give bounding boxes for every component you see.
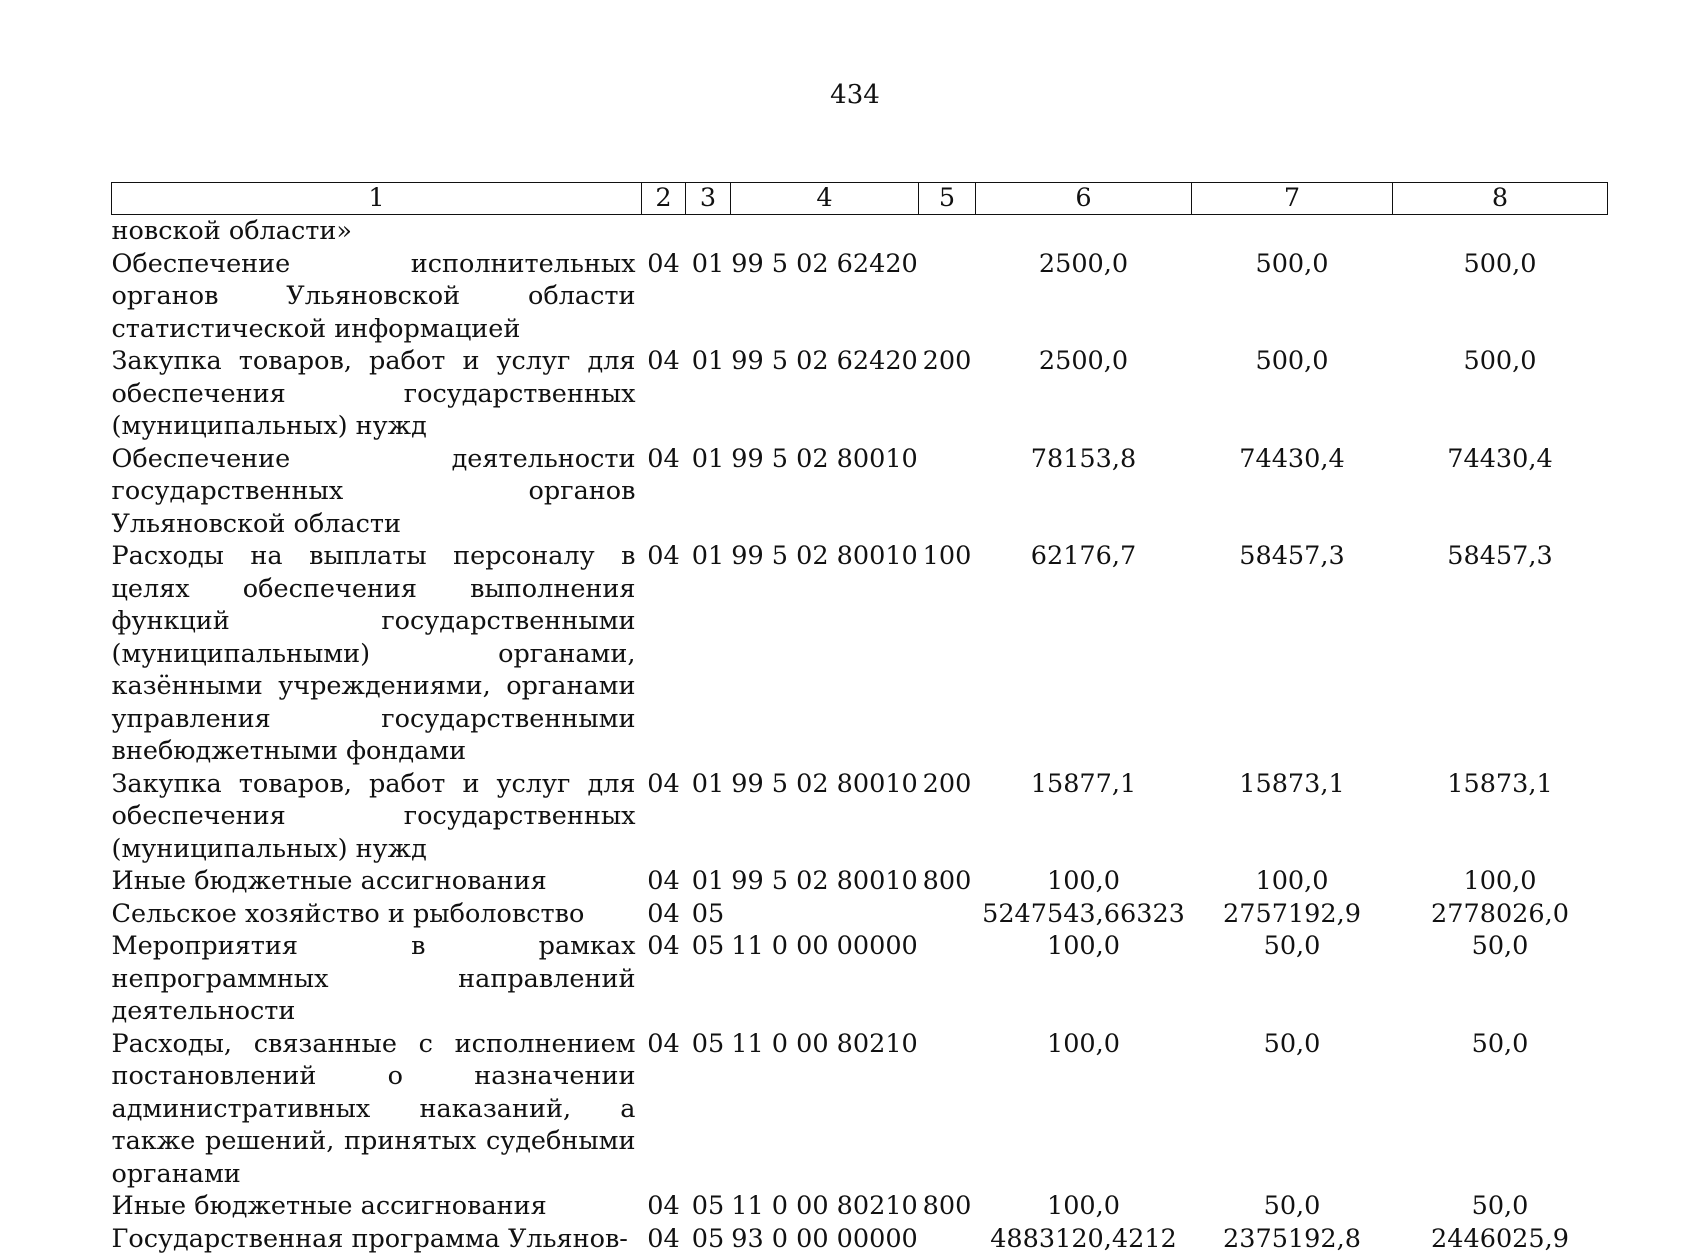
row-name: Иные бюджетные ассигнования [112,1190,642,1223]
row-name: новской области» [112,215,642,248]
table-row [112,768,1608,866]
row-section: 04 [642,768,686,866]
table-row [112,898,1608,931]
row-expense-type [919,1223,976,1255]
row-section: 04 [642,1190,686,1223]
table-body [112,215,1608,1255]
row-target-code [731,898,919,931]
row-expense-type: 100 [919,540,976,768]
row-target-code: 99 5 02 62420 [731,345,919,443]
row-subsection: 01 [686,443,731,541]
row-expense-type [919,898,976,931]
row-subsection: 01 [686,768,731,866]
table-row [112,345,1608,443]
row-section: 04 [642,345,686,443]
table-row [112,443,1608,541]
row-expense-type: 800 [919,865,976,898]
header-col-8: 8 [1393,183,1608,215]
row-amount-col8: 50,0 [1393,1028,1608,1191]
row-amount-col7: 74430,4 [1192,443,1393,541]
row-amount-col8: 500,0 [1393,345,1608,443]
table-row [112,540,1608,768]
header-col-7: 7 [1192,183,1393,215]
row-expense-type [919,443,976,541]
row-amount-col6: 100,0 [976,930,1192,1028]
row-amount-col8: 2778026,0 [1393,898,1608,931]
row-amount-col8: 100,0 [1393,865,1608,898]
row-amount-col8: 500,0 [1393,248,1608,346]
row-target-code: 11 0 00 80210 [731,1190,919,1223]
row-target-code: 99 5 02 80010 [731,540,919,768]
page-number: 434 [0,80,1696,110]
row-expense-type: 800 [919,1190,976,1223]
header-col-2: 2 [642,183,686,215]
row-name: Расходы на выплаты персоналу в целях обеспечения выполнения функций государственными (муниципальными) органами, казёнными учреждениями, органами управления государственными внебюджетными фондами [112,540,642,768]
row-section: 04 [642,443,686,541]
row-section: 04 [642,865,686,898]
header-col-1: 1 [112,183,642,215]
row-name: Государственная программа Ульянов- [112,1223,642,1255]
row-section: 04 [642,898,686,931]
row-amount-col6: 2500,0 [976,248,1192,346]
row-amount-col7: 15873,1 [1192,768,1393,866]
row-amount-col7: 2375192,8 [1192,1223,1393,1255]
row-amount-col8: 74430,4 [1393,443,1608,541]
row-amount-col8: 2446025,9 [1393,1223,1608,1255]
row-target-code: 11 0 00 80210 [731,1028,919,1191]
row-subsection: 01 [686,865,731,898]
table-header [112,183,1608,215]
table-row [112,865,1608,898]
header-col-3: 3 [686,183,731,215]
row-amount-col6: 62176,7 [976,540,1192,768]
row-amount-col6: 100,0 [976,1028,1192,1191]
row-target-code: 99 5 02 80010 [731,768,919,866]
row-name: Расходы, связанные с исполнением постановлений о назначении административных наказаний, а также решений, принятых судебными органами [112,1028,642,1191]
row-section: 04 [642,930,686,1028]
row-name: Мероприятия в рамках непрограммных направлений деятельности [112,930,642,1028]
row-amount-col6: 4883120,4212 [976,1223,1192,1255]
row-amount-col6: 5247543,66323 [976,898,1192,931]
budget-table [111,182,1608,1255]
row-subsection: 01 [686,248,731,346]
row-name: Обеспечение деятельности государственных органов Ульяновской области [112,443,642,541]
row-section: 04 [642,1028,686,1191]
table-row [112,1028,1608,1191]
table-row [112,930,1608,1028]
row-expense-type [919,215,976,248]
row-name: Сельское хозяйство и рыболовство [112,898,642,931]
row-amount-col8: 58457,3 [1393,540,1608,768]
header-col-6: 6 [976,183,1192,215]
row-subsection: 05 [686,1190,731,1223]
row-amount-col7: 500,0 [1192,248,1393,346]
table-row [112,248,1608,346]
row-expense-type: 200 [919,345,976,443]
row-amount-col8: 50,0 [1393,1190,1608,1223]
row-section: 04 [642,540,686,768]
row-subsection: 05 [686,1028,731,1191]
row-amount-col6: 15877,1 [976,768,1192,866]
row-amount-col6: 100,0 [976,1190,1192,1223]
row-amount-col8: 15873,1 [1393,768,1608,866]
table-row [112,1223,1608,1255]
row-target-code: 99 5 02 62420 [731,248,919,346]
row-amount-col7: 58457,3 [1192,540,1393,768]
row-amount-col7: 2757192,9 [1192,898,1393,931]
row-amount-col6 [976,215,1192,248]
row-target-code: 99 5 02 80010 [731,443,919,541]
row-expense-type [919,930,976,1028]
row-target-code: 93 0 00 00000 [731,1223,919,1255]
row-section: 04 [642,1223,686,1255]
row-section: 04 [642,248,686,346]
header-col-5: 5 [919,183,976,215]
row-name: Иные бюджетные ассигнования [112,865,642,898]
table-row [112,1190,1608,1223]
row-name: Обеспечение исполнительных органов Ульяновской области статистической информацией [112,248,642,346]
row-amount-col7: 500,0 [1192,345,1393,443]
row-amount-col7: 100,0 [1192,865,1393,898]
table-row [112,215,1608,248]
row-name: Закупка товаров, работ и услуг для обеспечения государственных (муниципальных) нужд [112,345,642,443]
row-expense-type [919,1028,976,1191]
header-row [112,183,1608,215]
row-subsection: 01 [686,540,731,768]
row-subsection: 05 [686,930,731,1028]
row-name: Закупка товаров, работ и услуг для обеспечения государственных (муниципальных) нужд [112,768,642,866]
row-subsection: 01 [686,345,731,443]
row-amount-col7: 50,0 [1192,1190,1393,1223]
row-expense-type [919,248,976,346]
row-expense-type: 200 [919,768,976,866]
row-subsection: 05 [686,898,731,931]
row-amount-col7: 50,0 [1192,1028,1393,1191]
row-subsection: 05 [686,1223,731,1255]
row-amount-col6: 2500,0 [976,345,1192,443]
row-amount-col8 [1393,215,1608,248]
row-target-code [731,215,919,248]
row-amount-col6: 100,0 [976,865,1192,898]
row-section [642,215,686,248]
row-amount-col7: 50,0 [1192,930,1393,1028]
header-col-4: 4 [731,183,919,215]
row-target-code: 99 5 02 80010 [731,865,919,898]
row-amount-col8: 50,0 [1393,930,1608,1028]
row-amount-col6: 78153,8 [976,443,1192,541]
row-subsection [686,215,731,248]
row-amount-col7 [1192,215,1393,248]
row-target-code: 11 0 00 00000 [731,930,919,1028]
